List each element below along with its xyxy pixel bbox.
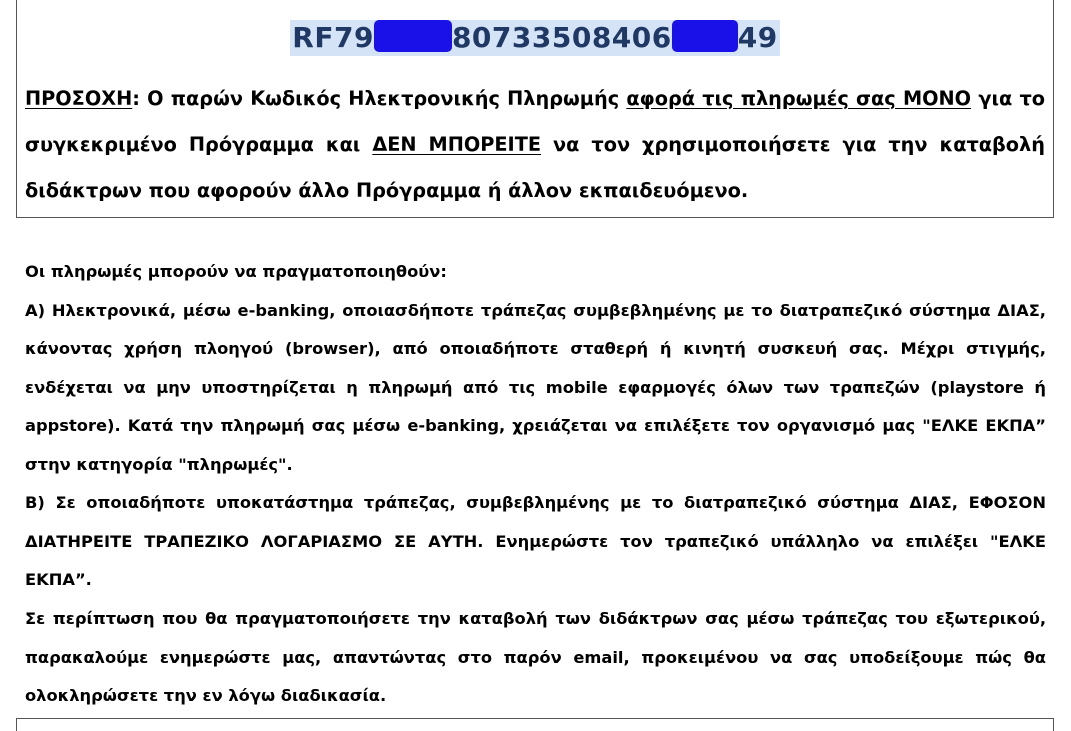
payment-option-b: Β) Σε οποιαδήποτε υποκατάστημα τράπεζας, συμβεβλημένης με το διατραπεζικό σύστημα ΔΙΑΣ, ΕΦΟΣΟΝ ΔΙΑΤΗΡΕΙΤΕ ΤΡΑΠΕΖΙΚΟ ΛΟΓΑΡΙΑΣΜΟ ΣΕ ΑΥΤΗ. Ενημερώστε τον τραπεζικό υπάλληλο να επιλέξει "ΕΛΚΕ ΕΚΠΑ”. <box>25 493 1046 589</box>
payment-code-middle: 80733508406 <box>451 21 672 54</box>
warning-text-1: : Ο παρών Κωδικός Ηλεκτρονικής Πληρωμής <box>132 87 627 110</box>
redaction-block <box>672 20 738 52</box>
warning-underlined-1: αφορά τις πληρωμές σας ΜΟΝΟ <box>626 87 972 110</box>
payment-code-prefix: RF79 <box>292 21 374 54</box>
warning-text-2: για το συγκεκριμένο Πρόγραμμα και <box>25 87 1045 156</box>
next-box-border <box>16 718 1054 731</box>
payment-methods-section <box>25 253 1046 600</box>
payment-code <box>290 20 779 56</box>
payment-option-a: Α) Ηλεκτρονικά, μέσω e-banking, οποιασδήποτε τράπεζας συμβεβλημένης με το διατραπεζικό σύστημα ΔΙΑΣ, κάνοντας χρήση πλοηγού (browser), από οποιαδήποτε σταθερή ή κινητή συσκευή σας. Μέχρι στιγμής, ενδέχεται να μην υποστηρίζεται η πληρωμή από τις mobile εφαρμογές όλων των τραπεζών (playstore ή appstore). Κατά την πληρωμή σας μέσω e-banking, χρειάζεται να επιλέξετε τον οργανισμό μας "ΕΛΚΕ ΕΚΠΑ” στην κατηγορία "πληρωμές". <box>25 300 1046 474</box>
foreign-bank-section <box>25 600 1046 716</box>
payment-intro: Οι πληρωμές μπορούν να πραγματοποιηθούν: <box>25 262 447 281</box>
warning-paragraph <box>25 76 1045 214</box>
warning-text-3: να τον χρησιμοποιήσετε για την καταβολή διδάκτρων που αφορούν άλλο Πρόγραμμα ή άλλον εκπαιδευόμενο. <box>25 133 1045 202</box>
payment-code-box <box>16 0 1054 218</box>
payment-code-line <box>17 20 1053 56</box>
foreign-bank-paragraph: Σε περίπτωση που θα πραγματοποιήσετε την καταβολή των διδάκτρων σας μέσω τράπεζας του εξωτερικού, παρακαλούμε ενημερώστε μας, απαντώντας στο παρόν email, προκειμένου να σας υποδείξουμε πώς θα ολοκληρώσετε την εν λόγω διαδικασία. <box>25 609 1046 705</box>
warning-label: ΠΡΟΣΟΧΗ <box>25 87 133 110</box>
payment-code-suffix: 49 <box>737 21 778 54</box>
redaction-block <box>374 20 452 52</box>
warning-underlined-2: ΔΕΝ ΜΠΟΡΕΙΤΕ <box>372 133 542 156</box>
